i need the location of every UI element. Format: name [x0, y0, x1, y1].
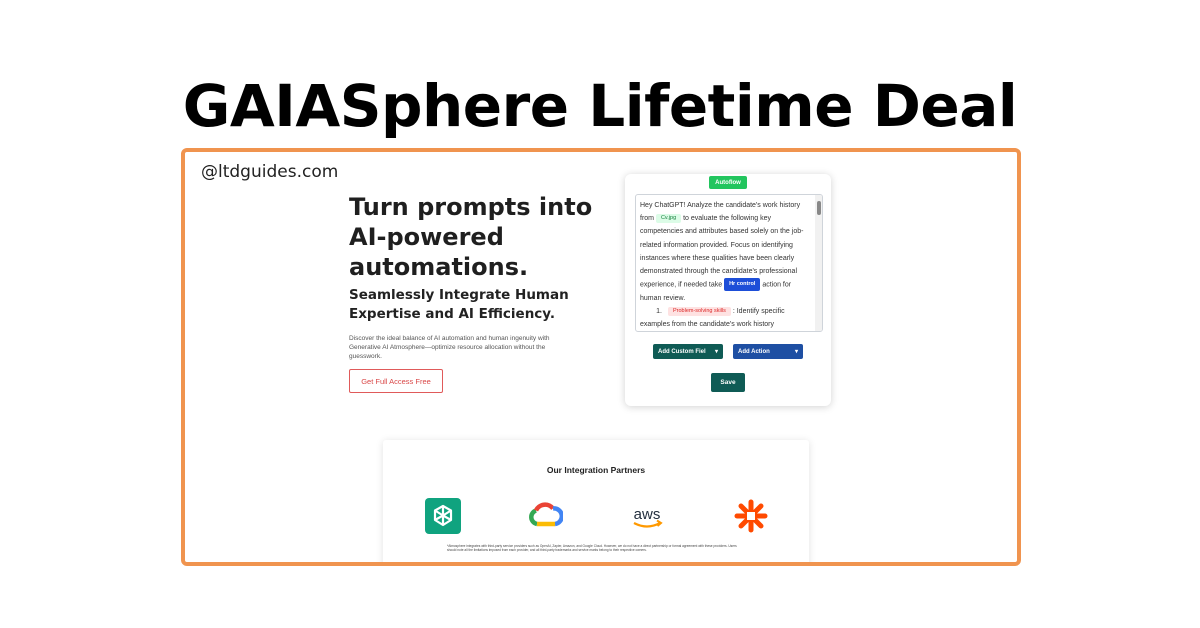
screenshot-frame — [181, 148, 1021, 566]
prompt-text-part: action for human review. — [640, 281, 792, 302]
watermark: @ltdguides.com — [201, 162, 339, 182]
editor-scrollbar[interactable] — [815, 195, 822, 331]
partners-disclaimer: *Atmosphere integrates with third-party service providers such as OpenAI, Zapier, Amazon, and Google Cloud. However, we do not have a direct partnership or formal agreement with these providers. Users should note all the limitations imposed from each provider, and all third-party trademarks and service marks belong to their respective owners. — [447, 544, 737, 553]
aws-logo-text: aws — [633, 506, 661, 523]
add-custom-field-label: Add Custom Fiel — [658, 348, 706, 355]
add-action-button[interactable] — [733, 344, 803, 359]
prompt-editor-card — [625, 174, 831, 406]
aws-logo-icon — [629, 498, 665, 534]
get-full-access-button[interactable]: Get Full Access Free — [349, 369, 443, 393]
partners-title: Our Integration Partners — [546, 465, 646, 475]
hero-description: Discover the ideal balance of AI automation and human ingenuity with Generative AI Atmosphere—optimize resource allocation without the guesswork. — [349, 335, 550, 360]
list-number: 1. — [656, 307, 662, 315]
prompt-editor[interactable] — [635, 194, 823, 332]
zapier-logo-icon — [733, 498, 769, 534]
hero-title: Turn prompts into AI-powered automations. — [349, 193, 593, 281]
autoflow-badge[interactable]: Autoflow — [709, 176, 747, 189]
scroll-thumb[interactable] — [817, 201, 821, 215]
prompt-text-part: to evaluate the following key competencies and attributes based solely on the job-related information provided. Focus on identifying instances where these qualities have been clearly demonstrated through the candidate's professional experience, if needed take — [640, 215, 804, 289]
hr-control-chip[interactable]: Hr control — [724, 278, 760, 291]
save-button[interactable]: Save — [711, 373, 745, 392]
add-action-label: Add Action — [738, 348, 770, 355]
prompt-text[interactable] — [640, 199, 810, 331]
add-custom-field-button[interactable] — [653, 344, 723, 359]
page-headline: GAIASphere Lifetime Deal — [182, 72, 1018, 140]
problem-solving-chip[interactable]: Problem-solving skills — [668, 307, 731, 316]
integration-partners-section — [383, 440, 809, 566]
chevron-down-icon: ▾ — [714, 349, 718, 355]
openai-logo-icon — [425, 498, 461, 534]
prompt-text-part: Hey ChatGPT! Analyze the candidate's work history from — [640, 202, 801, 223]
chevron-down-icon: ▾ — [794, 349, 798, 355]
google-cloud-logo-icon — [527, 498, 563, 534]
hero-subtitle: Seamlessly Integrate Human Expertise and AI Efficiency. — [349, 287, 569, 322]
cv-file-chip[interactable]: Cv.jpg — [656, 214, 681, 223]
prompt-text-part: : Identify specific examples from the candidate's work history — [640, 307, 785, 329]
